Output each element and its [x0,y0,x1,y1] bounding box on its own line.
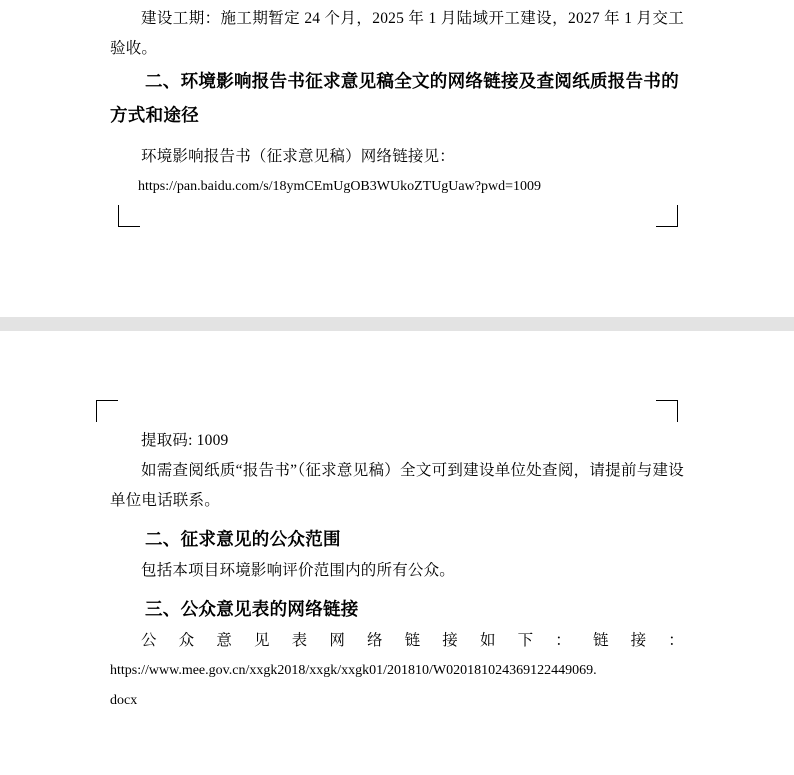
page-separator [0,317,794,331]
paragraph-link-intro: 环境影响报告书（征求意见稿）网络链接见： [141,148,456,165]
link-opinion-form-url[interactable]: https://www.mee.gov.cn/xxgk2018/xxgk/xxgk01/201810/W020181024369122449069. [110,663,597,678]
crop-mark-top-left [96,400,118,422]
document-page-1 [0,0,794,317]
crop-mark-bottom-left [118,205,140,227]
page-2-content [110,426,684,716]
paragraph-extraction-code: 提取码: 1009 [141,432,229,449]
crop-mark-bottom-right [656,205,678,227]
paragraph-public-scope: 包括本项目环境影响评价范围内的所有公众。 [141,562,456,579]
crop-mark-top-right [656,400,678,422]
heading-opinion-form-link: 三、公众意见表的网络链接 [145,599,359,619]
link-baidu-pan[interactable]: https://pan.baidu.com/s/18ymCEmUgOB3WUkoZTUgUaw?pwd=1009 [138,179,541,194]
heading-network-link-and-paper-access: 二、环境影响报告书征求意见稿全文的网络链接及查阅纸质报告书的方式和途径 [110,71,679,125]
heading-public-scope: 二、征求意见的公众范围 [145,529,341,549]
document-page-2 [0,331,794,775]
paragraph-paper-copy-access: 如需查阅纸质“报告书”（征求意见稿）全文可到建设单位处查阅，请提前与建设单位电话联系。 [110,462,684,509]
link-opinion-form-url-tail[interactable]: docx [110,693,138,708]
paragraph-construction-period: 建设工期：施工期暂定 24 个月，2025 年 1 月陆域开工建设，2027 年 1 月交工验收。 [110,10,684,57]
page-1-content [110,4,684,202]
paragraph-opinion-form-intro: 公众意见表网络链接如下：链接： [141,632,684,649]
